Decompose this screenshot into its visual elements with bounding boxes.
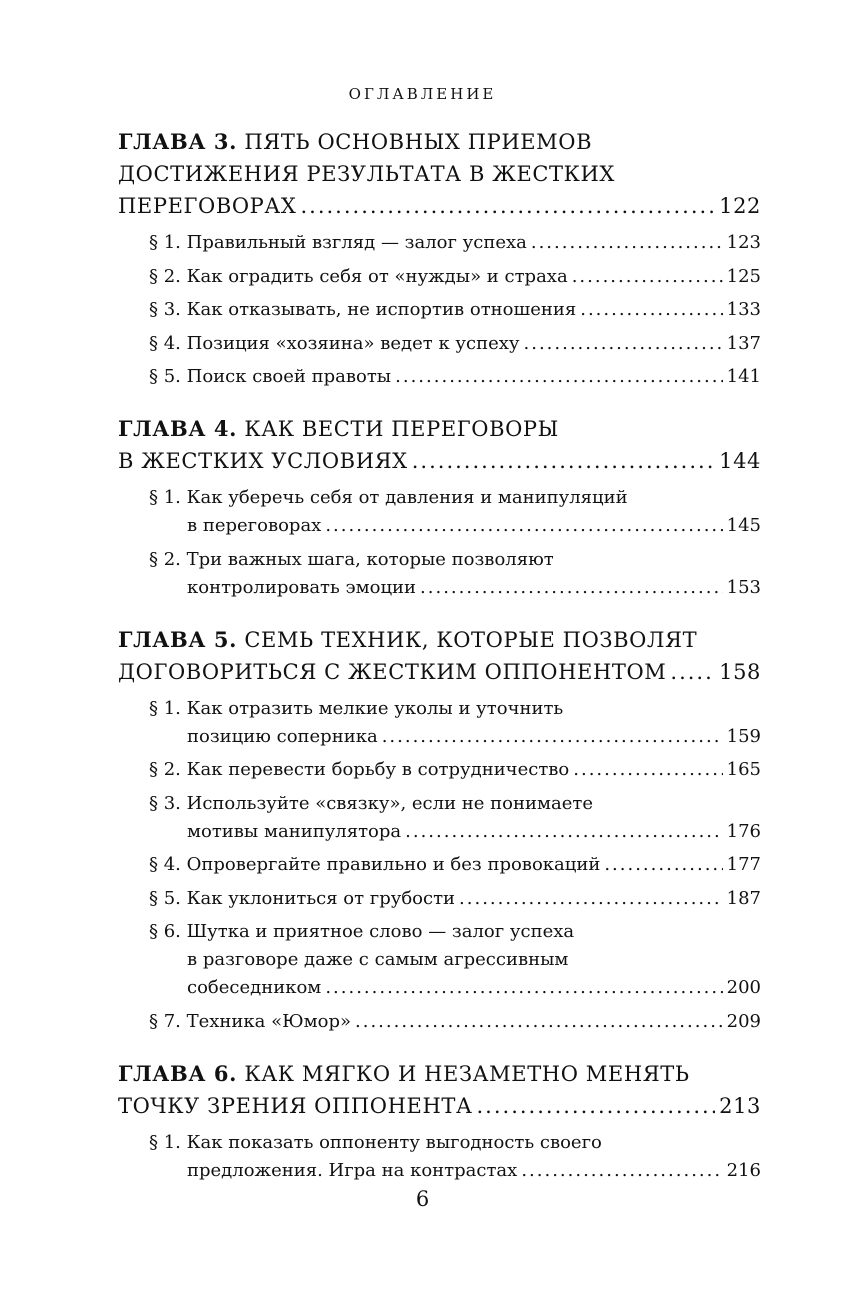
chapter-page-number: 213 — [719, 1093, 761, 1118]
section-page-number: 125 — [726, 265, 761, 287]
section-title: § 1. Правильный взгляд — залог успеха — [149, 232, 527, 253]
section-line — [149, 918, 761, 946]
dot-leader — [412, 445, 715, 477]
section-page-number: 145 — [726, 515, 761, 536]
chapter-heading-line — [118, 126, 761, 158]
chapter-title: В ЖЕСТКИХ УСЛОВИЯХ — [118, 449, 408, 473]
section-title: § 3. Используйте «связку», если не понимаете — [149, 792, 593, 814]
section-line — [149, 1129, 761, 1157]
section-line — [149, 512, 761, 540]
dot-leader — [459, 885, 723, 913]
section-line — [149, 946, 761, 974]
chapter-page-number: 144 — [719, 449, 761, 473]
toc-section — [149, 330, 761, 358]
chapter-heading-line — [118, 413, 761, 445]
section-title: § 2. Как оградить себя от «нужды» и страха — [149, 265, 568, 287]
section-title: § 1. Как отразить мелкие уколы и уточнить — [149, 697, 564, 719]
dot-leader — [572, 263, 723, 291]
dot-leader — [604, 851, 722, 879]
section-title: § 7. Техника «Юмор» — [149, 1010, 351, 1032]
toc-section — [149, 363, 761, 391]
section-line — [149, 363, 761, 391]
toc-section — [149, 851, 761, 879]
toc-section — [149, 484, 761, 540]
section-page-number: 141 — [726, 366, 761, 387]
dot-leader — [521, 1157, 722, 1185]
toc-section — [149, 790, 761, 846]
toc-section — [149, 1129, 761, 1185]
dot-leader — [382, 723, 723, 751]
chapter-label: ГЛАВА 4. — [118, 416, 238, 441]
section-page-number: 165 — [726, 759, 761, 780]
section-title: в переговорах — [187, 515, 322, 536]
toc-section — [149, 756, 761, 784]
toc-section — [149, 1008, 761, 1036]
dot-leader — [405, 818, 723, 846]
section-line — [149, 851, 761, 879]
chapter-heading-line — [118, 1058, 761, 1090]
section-title: § 2. Как перевести борьбу в сотрудничество — [149, 759, 570, 780]
table-of-contents — [118, 126, 761, 1207]
toc-section — [149, 918, 761, 1002]
dot-leader — [670, 656, 715, 688]
dot-leader — [300, 190, 715, 222]
chapter-label: ГЛАВА 3. — [118, 129, 238, 154]
section-page-number: 137 — [726, 332, 761, 354]
section-line — [149, 263, 761, 291]
section-list — [118, 484, 761, 602]
section-title: § 5. Поиск своей правоты — [149, 366, 392, 387]
chapter-heading-line — [118, 624, 761, 656]
section-page-number: 133 — [726, 299, 761, 320]
section-title: § 2. Три важных шага, которые позволяют — [149, 548, 554, 570]
chapter-title: ТОЧКУ ЗРЕНИЯ ОППОНЕНТА — [118, 1093, 473, 1118]
chapter-label: ГЛАВА 6. — [118, 1060, 238, 1086]
toc-section — [149, 296, 761, 324]
section-line — [149, 574, 761, 602]
dot-leader — [573, 756, 722, 784]
section-line — [149, 695, 761, 723]
chapter-page-number: 122 — [719, 194, 761, 218]
section-line — [149, 790, 761, 818]
chapter-title: КАК МЯГКО И НЕЗАМЕТНО МЕНЯТЬ — [244, 1061, 690, 1086]
section-page-number: 209 — [726, 1010, 761, 1032]
chapter-heading-line — [118, 656, 761, 688]
section-page-number: 200 — [726, 977, 761, 998]
chapter-title: КАК ВЕСТИ ПЕРЕГОВОРЫ — [244, 417, 559, 441]
toc-section — [149, 546, 761, 602]
section-title: в разговоре даже с самым агрессивным — [187, 949, 569, 970]
section-line — [149, 1157, 761, 1185]
section-list — [118, 229, 761, 391]
dot-leader — [355, 1008, 723, 1036]
section-line — [149, 723, 761, 751]
toc-chapter — [118, 413, 761, 602]
chapter-title: ПЯТЬ ОСНОВНЫХ ПРИЕМОВ — [244, 130, 593, 154]
section-page-number: 216 — [726, 1159, 761, 1181]
chapter-heading-line — [118, 190, 761, 222]
section-title: § 5. Как уклониться от грубости — [149, 887, 456, 909]
section-page-number: 187 — [726, 887, 761, 909]
section-line — [149, 330, 761, 358]
dot-leader — [420, 574, 723, 602]
section-line — [149, 229, 761, 257]
page-number: 6 — [415, 1187, 430, 1211]
section-page-number: 153 — [726, 576, 761, 598]
running-head: ОГЛАВЛЕНИЕ — [348, 85, 497, 103]
section-page-number: 123 — [726, 232, 761, 253]
section-page-number: 177 — [726, 854, 761, 875]
section-title: § 4. Опровергайте правильно и без провокаций — [149, 854, 601, 875]
chapter-title: ПЕРЕГОВОРАХ — [118, 194, 297, 218]
chapter-title: ДОСТИЖЕНИЯ РЕЗУЛЬТАТА В ЖЕСТКИХ — [118, 162, 615, 186]
chapter-title: ДОГОВОРИТЬСЯ С ЖЕСТКИМ ОППОНЕНТОМ — [118, 659, 667, 684]
section-line — [149, 818, 761, 846]
section-title: собеседником — [187, 977, 322, 998]
toc-section — [149, 229, 761, 257]
dot-leader — [325, 974, 722, 1002]
section-page-number: 176 — [726, 820, 761, 842]
section-line — [149, 1008, 761, 1036]
section-list — [118, 1129, 761, 1185]
section-title: позицию соперника — [187, 725, 378, 747]
section-line — [149, 296, 761, 324]
dot-leader — [395, 363, 723, 391]
section-title: § 4. Позиция «хозяина» ведет к успеху — [149, 332, 520, 354]
chapter-heading-line — [118, 1090, 761, 1122]
chapter-title: СЕМЬ ТЕХНИК, КОТОРЫЕ ПОЗВОЛЯТ — [244, 627, 698, 652]
section-list — [118, 695, 761, 1036]
section-title: контролировать эмоции — [187, 576, 417, 598]
toc-section — [149, 885, 761, 913]
chapter-label: ГЛАВА 5. — [118, 626, 238, 652]
section-line — [149, 885, 761, 913]
section-line — [149, 974, 761, 1002]
section-title: предложения. Игра на контрастах — [187, 1159, 518, 1181]
dot-leader — [524, 330, 723, 358]
toc-section — [149, 263, 761, 291]
section-title: § 6. Шутка и приятное слово — залог успеха — [149, 921, 575, 942]
section-line — [149, 546, 761, 574]
chapter-heading-line — [118, 445, 761, 477]
toc-chapter — [118, 624, 761, 1036]
chapter-page-number: 158 — [719, 659, 761, 684]
section-title: § 1. Как показать оппоненту выгодность своего — [149, 1131, 602, 1153]
section-page-number: 159 — [726, 725, 761, 747]
section-title: мотивы манипулятора — [187, 820, 402, 842]
section-title: § 3. Как отказывать, не испортив отношения — [149, 299, 577, 320]
dot-leader — [531, 229, 723, 257]
dot-leader — [580, 296, 722, 324]
toc-chapter — [118, 1058, 761, 1185]
dot-leader — [477, 1090, 716, 1122]
toc-chapter — [118, 126, 761, 391]
section-line — [149, 484, 761, 512]
toc-section — [149, 695, 761, 751]
section-title: § 1. Как уберечь себя от давления и манипуляций — [149, 487, 628, 508]
section-line — [149, 756, 761, 784]
dot-leader — [325, 512, 722, 540]
chapter-heading-line — [118, 158, 761, 190]
